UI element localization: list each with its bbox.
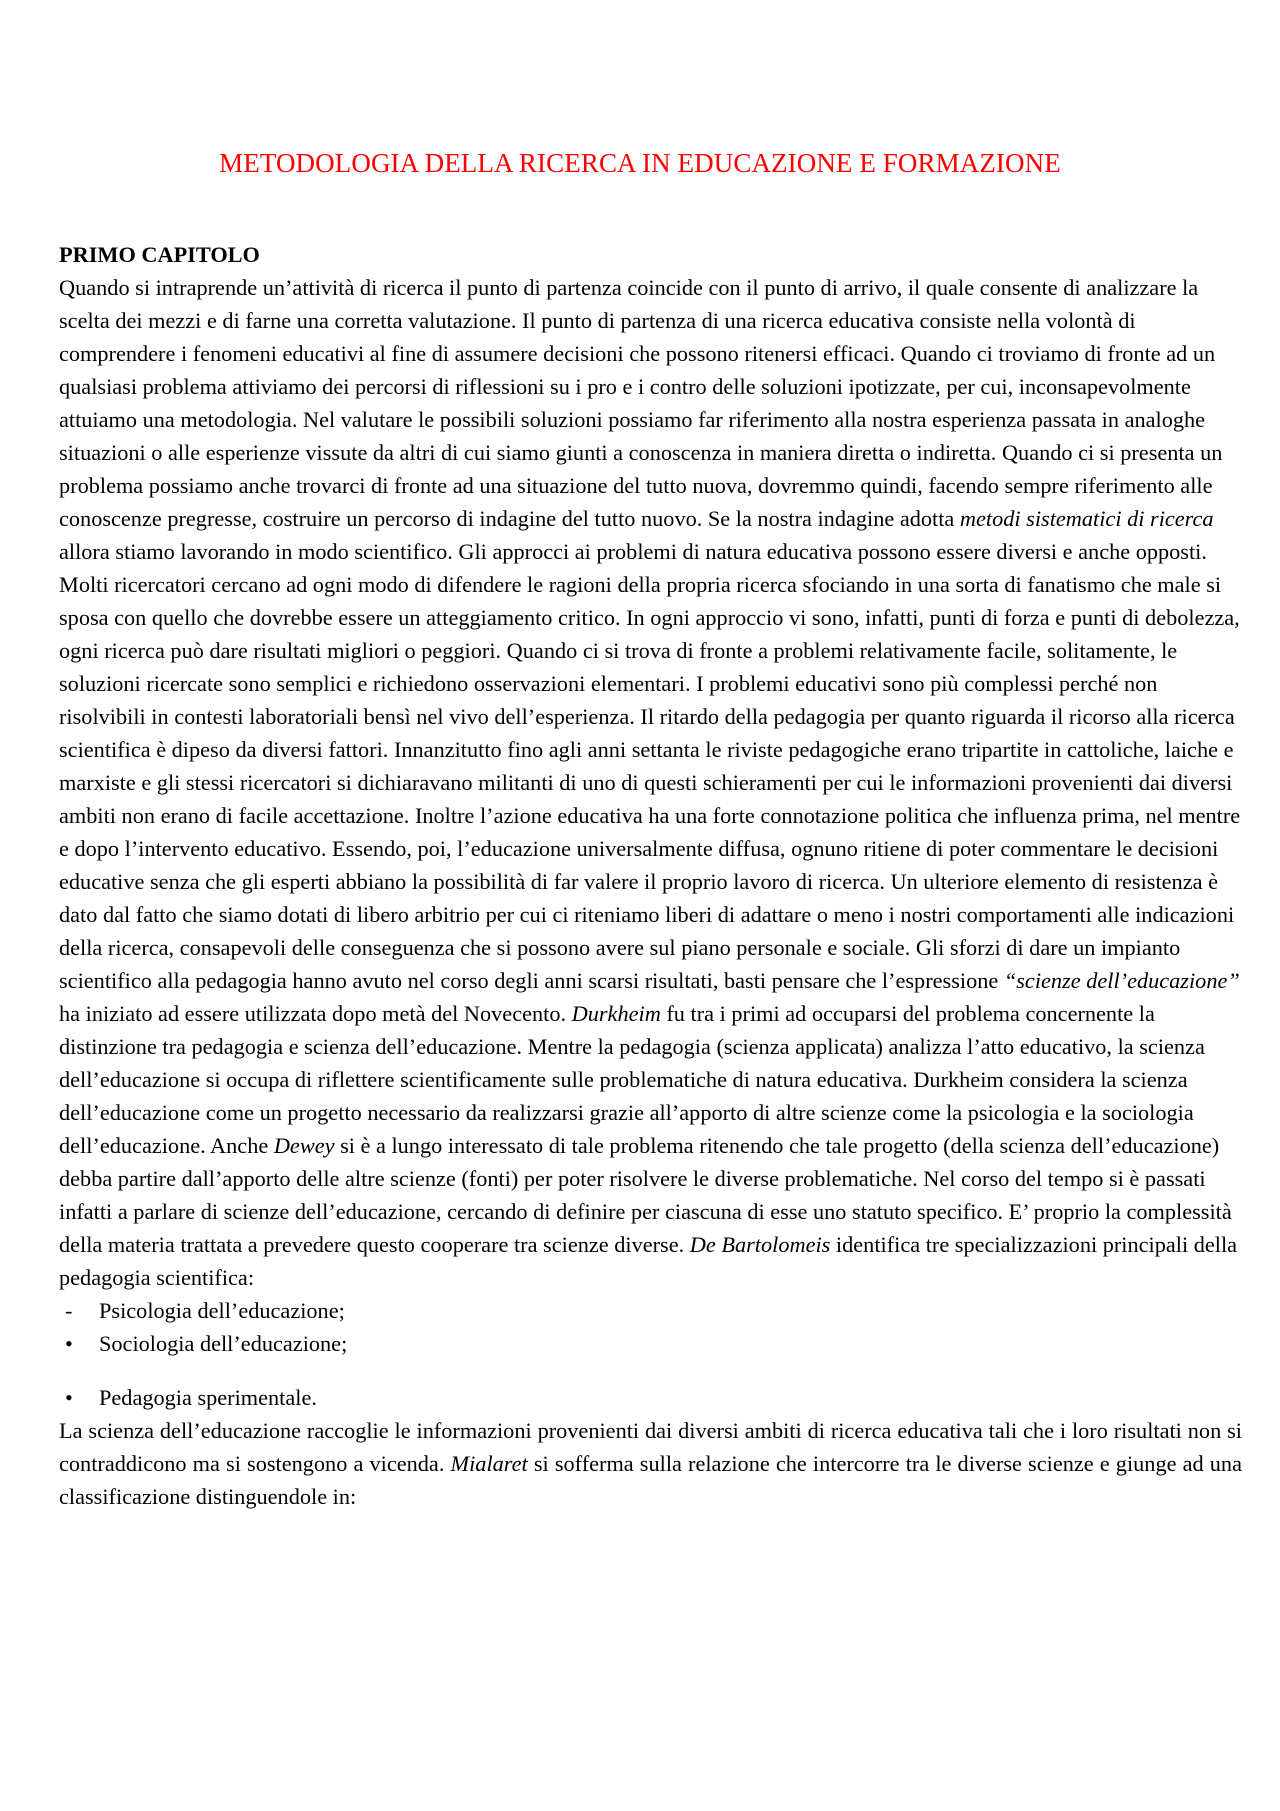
list-item <box>59 1327 1242 1360</box>
italic-term: De Bartolomeis <box>689 1232 831 1257</box>
text-run: si sofferma sulla relazione che intercorre tra le diverse scienze e giunge ad una classificazione distinguendole in: <box>59 1451 1242 1509</box>
text-run: si è a lungo interessato di tale problema ritenendo che tale progetto (della scienza dell’educazione) debba partire dall’apporto delle altre scienze (fonti) per poter risolvere le diverse problematiche. Nel corso del tempo si è passati infatti a parlare di scienze dell’educazione, cercando di definire per ciascuna di esse uno statuto specifico. E’ proprio la complessità della materia trattata a prevedere questo cooperare tra scienze diverse. <box>59 1133 1232 1257</box>
list-marker: - <box>65 1298 73 1323</box>
italic-term: metodi sistematici di ricerca <box>959 506 1214 531</box>
body-paragraph-1 <box>59 271 1242 1294</box>
text-run: La scienza dell’educazione raccoglie le informazioni provenienti dai diversi ambiti di ricerca educativa tali che i loro risultati non si contraddicono ma si sostengono a vicenda. <box>59 1418 1242 1476</box>
text-run: ha iniziato ad essere utilizzata dopo metà del Novecento. <box>59 1001 572 1026</box>
list-item-text: Psicologia dell’educazione; <box>99 1298 345 1323</box>
italic-term: Durkheim <box>571 1001 661 1026</box>
italic-term: Mialaret <box>450 1451 528 1476</box>
chapter-heading: PRIMO CAPITOLO <box>59 242 260 267</box>
list-item-text: Sociologia dell’educazione; <box>99 1331 348 1356</box>
text-run: Quando si intraprende un’attività di ricerca il punto di partenza coincide con il punto di arrivo, il quale consente di analizzare la scelta dei mezzi e di farne una corretta valutazione. Il punto di partenza di una ricerca educativa consiste nella volontà di comprendere i fenomeni educativi al fine di assumere decisioni che possono ritenersi efficaci. Quando ci troviamo di fronte ad un qualsiasi problema attiviamo dei percorsi di riflessioni su i pro e i contro delle soluzioni ipotizzate, per cui, inconsapevolmente attuiamo una metodologia. Nel valutare le possibili soluzioni possiamo far riferimento alla nostra esperienza passata in analoghe situazioni o alle esperienze vissute da altri di cui siamo giunti a conoscenza in maniera diretta o indiretta. Quando ci si presenta un problema possiamo anche trovarci di fronte ad una situazione del tutto nuova, dovremmo quindi, facendo sempre riferimento alle conoscenze pregresse, costruire un percorso di indagine del tutto nuovo. Se la nostra indagine adotta <box>59 275 1223 531</box>
text-run: allora stiamo lavorando in modo scientifico. Gli approcci ai problemi di natura educativa possono essere diversi e anche opposti. Molti ricercatori cercano ad ogni modo di difendere le ragioni della propria ricerca sfociando in una sorta di fanatismo che male si sposa con quello che dovrebbe essere un atteggiamento critico. In ogni approccio vi sono, infatti, punti di forza e punti di debolezza, ogni ricerca può dare risultati migliori o peggiori. Quando ci si trova di fronte a problemi relativamente facile, solitamente, le soluzioni ricercate sono semplici e richiedono osservazioni elementari. I problemi educativi sono più complessi perché non risolvibili in contesti laboratoriali bensì nel vivo dell’esperienza. Il ritardo della pedagogia per quanto riguarda il ricorso alla ricerca scientifica è dipeso da diversi fattori. Innanzitutto fino agli anni settanta le riviste pedagogiche erano tripartite in cattoliche, laiche e marxiste e gli stessi ricercatori si dichiaravano militanti di uno di questi schieramenti per cui le informazioni provenienti dai diversi ambiti non erano di facile accettazione. Inoltre l’azione educativa ha una forte connotazione politica che influenza prima, nel mentre e dopo l’intervento educativo. Essendo, poi, l’educazione universalmente diffusa, ognuno ritiene di poter commentare le decisioni educative senza che gli esperti abbiano la possibilità di far valere il proprio lavoro di ricerca. Un ulteriore elemento di resistenza è dato dal fatto che siamo dotati di libero arbitrio per cui ci riteniamo liberi di adattare o meno i nostri comportamenti alle indicazioni della ricerca, consapevoli delle conseguenza che si possono avere sul piano personale e sociale. Gli sforzi di dare un impianto scientifico alla pedagogia hanno avuto nel corso degli anni scarsi risultati, basti pensare che l’espressione <box>59 539 1241 993</box>
italic-term: “scienze dell’educazione” <box>1003 968 1240 993</box>
italic-term: Dewey <box>273 1133 335 1158</box>
list-item-text: Pedagogia sperimentale. <box>99 1385 317 1410</box>
text-run: identifica tre specializzazioni principali della pedagogia scientifica: <box>59 1232 1238 1290</box>
text-run: fu tra i primi ad occuparsi del problema concernente la distinzione tra pedagogia e scienza dell’educazione. Mentre la pedagogia (scienza applicata) analizza l’atto educativo, la scienza dell’educazione si occupa di riflettere scientificamente sulle problematiche di natura educativa. Durkheim considera la scienza dell’educazione come un progetto necessario da realizzarsi grazie all’apporto di altre scienze come la psicologia e la sociologia dell’educazione. Anche <box>59 1001 1205 1158</box>
list-item <box>59 1381 1242 1414</box>
list-marker: • <box>65 1331 73 1356</box>
list-marker: • <box>65 1385 73 1410</box>
body-paragraph-2 <box>59 1414 1242 1513</box>
specializations-list <box>59 1294 1242 1414</box>
document-body <box>59 238 1242 1513</box>
list-item <box>59 1294 1242 1327</box>
document-title: METODOLOGIA DELLA RICERCA IN EDUCAZIONE E FORMAZIONE <box>219 148 1061 178</box>
